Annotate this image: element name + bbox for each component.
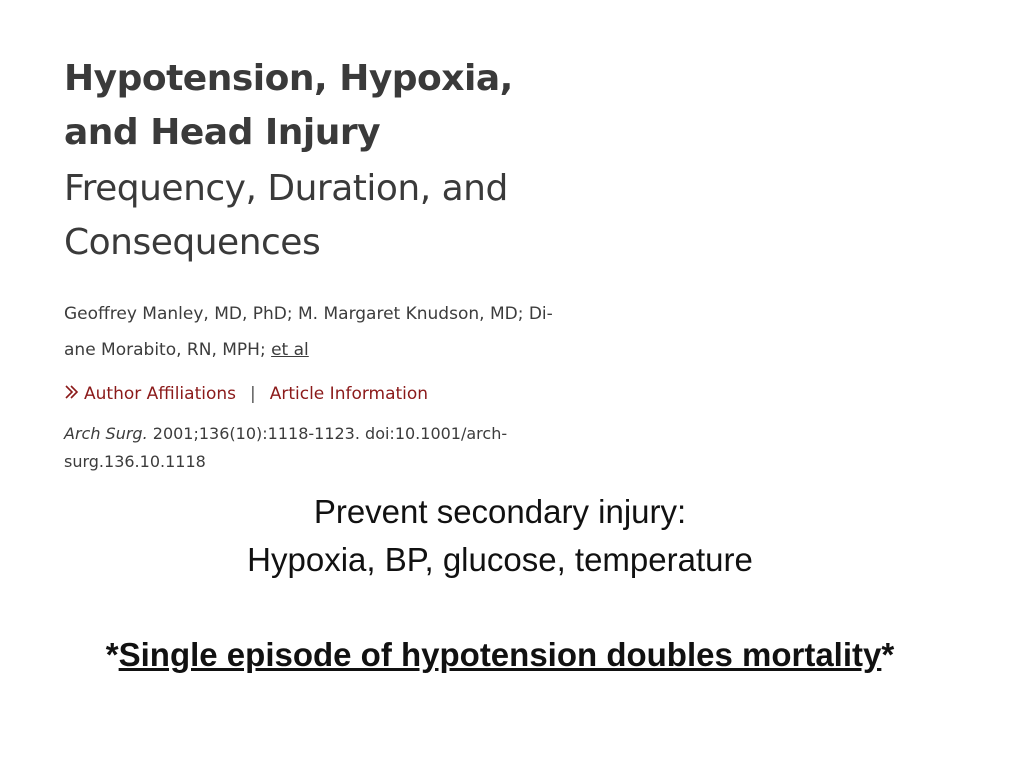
citation-line2: surg.136.10.1118 [64, 452, 206, 471]
article-header [64, 52, 604, 476]
author-affiliations-link[interactable]: Author Affiliations [84, 384, 236, 404]
article-links [64, 382, 604, 406]
author-list [64, 296, 584, 368]
citation-line1-wrap [64, 420, 544, 448]
emphasis-suffix: * [881, 636, 895, 673]
article-subtitle-line2: Consequences [64, 222, 321, 263]
emphasis-statement [0, 630, 1000, 680]
article-title-line2: and Head Injury [64, 112, 381, 153]
journal-name: Arch Surg. [64, 424, 148, 443]
double-chevron-right-icon [64, 382, 80, 406]
authors-line2: ane Morabito, RN, MPH; [64, 340, 266, 360]
slide-text-line1: Prevent secondary injury: [313, 493, 687, 530]
authors-line2-wrap [64, 332, 584, 368]
article-information-link[interactable]: Article Information [269, 384, 429, 404]
slide-text-line2: Hypoxia, BP, glucose, temperature [247, 541, 753, 578]
emphasis-text: Single episode of hypotension doubles mortality [118, 636, 882, 673]
article-title-line1: Hypotension, Hypoxia, [64, 58, 513, 99]
emphasis-prefix: * [105, 636, 119, 673]
article-subtitle [64, 162, 604, 270]
citation [64, 420, 544, 476]
article-subtitle-line1: Frequency, Duration, and [64, 168, 508, 209]
citation-line1: 2001;136(10):1118-1123. doi:10.1001/arch- [152, 424, 508, 443]
article-title [64, 52, 604, 160]
link-separator: | [250, 384, 256, 404]
authors-line1: Geoffrey Manley, MD, PhD; M. Margaret Knudson, MD; Di- [64, 304, 553, 324]
et-al-link[interactable]: et al [271, 340, 309, 360]
